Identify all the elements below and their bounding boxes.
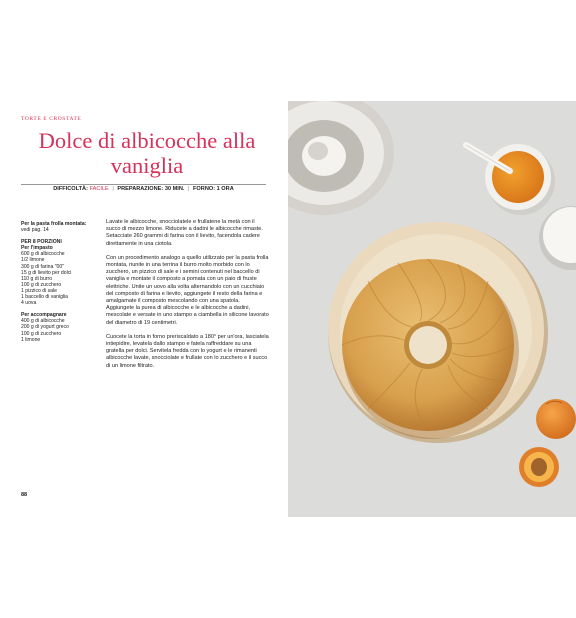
shortcrust-page-ref: vedi pag. 14 xyxy=(21,227,49,234)
instruction-paragraph: Cuocete la torta in forno preriscaldato a 180° per un'ora, lasciatela intiepidire, levatela dallo stampo e fatela raffreddare su una gratella per dolci. Servitela fredda con lo yogurt e le rimanenti albicocche lavate, snocciolate e frullate con lo zucchero e il succo di un limone filtrato. xyxy=(106,333,269,369)
ingredient-item: 15 g di lievito per dolci xyxy=(21,269,72,276)
title-line-2: vaniglia xyxy=(110,153,184,178)
meta-separator: | xyxy=(188,186,190,192)
instruction-paragraph: Lavate le albicocche, snocciolatele e frullatene la metà con il succo di mezzo limone. Riducete a dadini le albicocche rimaste. Setacciate 260 grammi di farina con il lievito, facendola cadere direttamente in una ciotola. xyxy=(106,219,263,247)
side-heading: Per accompagnare xyxy=(21,312,67,319)
recipe-meta xyxy=(21,186,266,192)
ingredient-item: 1 pizzico di sale xyxy=(21,287,57,294)
ingredient-item: 4 uova xyxy=(21,300,37,307)
meta-separator: | xyxy=(112,186,114,192)
ingredient-item: 110 g di burro xyxy=(21,275,53,282)
oven-value: 1 ORA xyxy=(216,186,234,192)
instruction-paragraph: Con un procedimento analogo a quello utilizzato per la pasta frolla montata, riunite in una terrina il burro molto morbido con lo zucchero, un pizzico di sale e i semini contenuti nel baccello di vaniglia e montate il composto a pomata con un paio di fruste elettriche. Unite un uovo alla volta alternandolo con un cucchiaio del composto di farina e lievito, aggiungete il resto della farina e amalgamate il composto mescolando con una spatola. Aggiungete la purea di albicocche e le albicocche a dadini, mescolate e versate in uno stampo a ciambella in silicone lavorato del diametro di 19 centimetri. xyxy=(106,254,269,326)
page-number: 88 xyxy=(21,492,28,498)
ingredient-item: 1 limone xyxy=(21,336,41,343)
ingredient-item: 100 g di zucchero xyxy=(21,330,62,337)
difficulty-label: DIFFICOLTÀ: xyxy=(53,186,88,192)
ingredient-item: 1/2 limone xyxy=(21,257,45,264)
ingredient-item: 400 g di albicocche xyxy=(21,318,65,325)
ingredients-column xyxy=(21,221,101,343)
title-line-1: Dolce di albicocche alla xyxy=(38,128,256,153)
portions-heading: PER 8 PORZIONI xyxy=(21,239,62,246)
ingredient-item: 100 g di zucchero xyxy=(21,281,62,288)
ingredient-item: 300 g di farina "00" xyxy=(21,263,64,270)
dough-heading: Per l'impasto xyxy=(21,245,53,252)
oven-label: FORNO: xyxy=(193,186,216,192)
recipe-title xyxy=(21,128,273,178)
ingredient-item: 600 g di albicocche xyxy=(21,251,65,258)
ingredient-item: 200 g di yogurt greco xyxy=(21,324,69,331)
shortcrust-note: Per la pasta frolla montata: xyxy=(21,221,87,227)
section-label: TORTE E CROSTATE xyxy=(21,116,82,122)
prep-label: PREPARAZIONE: xyxy=(117,186,164,192)
ingredient-item: 1 baccello di vaniglia xyxy=(21,294,69,301)
cake-photo-illustration xyxy=(288,101,576,517)
recipe-photo xyxy=(288,101,576,517)
prep-value: 30 MIN. xyxy=(164,186,185,192)
difficulty-value: FACILE xyxy=(89,186,109,192)
instructions xyxy=(106,219,269,377)
title-divider xyxy=(21,184,266,185)
